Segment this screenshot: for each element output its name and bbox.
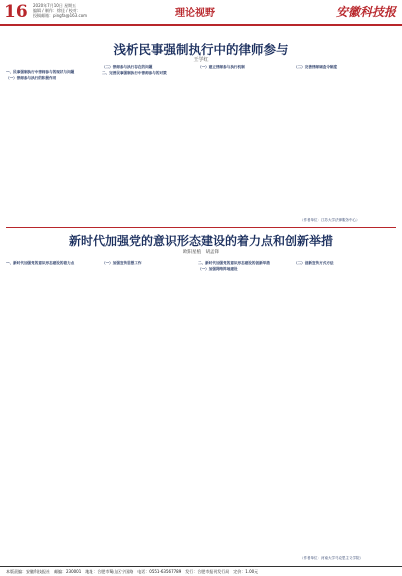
article1-column-4 bbox=[294, 64, 394, 224]
subhead: （二）律师参与执行存在的问题 bbox=[102, 65, 153, 69]
article2-authors: 欧阳星植 胡孟锋 bbox=[183, 250, 219, 255]
newspaper-brand: 安徽科技报 bbox=[335, 5, 396, 19]
subhead: （一）律师参与执行的积极作用 bbox=[6, 76, 57, 81]
subhead: （一）加强宣传思想工作 bbox=[102, 261, 142, 265]
subhead: （一）建立律师参与执行机制 bbox=[198, 65, 245, 69]
subhead: 二、完善民事强制执行中律师参与的对策 bbox=[102, 71, 167, 75]
article2-column-2 bbox=[102, 260, 194, 560]
article1-column-2 bbox=[102, 64, 194, 224]
subhead: （二）完善律师调查令制度 bbox=[294, 65, 338, 69]
article2-column-3 bbox=[198, 260, 290, 560]
article2-column-4 bbox=[294, 260, 394, 560]
article2-column-1 bbox=[6, 260, 98, 560]
subhead: 二、新时代加强党的意识形态建设的创新举措 bbox=[198, 261, 270, 265]
header-date: 2020年7月10日 星期五 bbox=[33, 3, 77, 8]
header-editor: 编辑 / 制作：徐佳 / 校对： bbox=[33, 8, 81, 14]
subhead: （二）创新宣传方式方法 bbox=[294, 261, 334, 265]
page-footer: 本版责编：安徽科技报社 邮编：230001 地址：合肥市蜀山区宁国路 电话：0551-63567789 发行：合肥市报刊发行局 定价：1.00元 bbox=[0, 566, 402, 576]
article2-title: 新时代加强党的意识形态建设的着力点和创新举措 bbox=[68, 234, 333, 248]
header-meta bbox=[33, 3, 87, 19]
page-header bbox=[0, 0, 402, 26]
article-divider bbox=[6, 227, 396, 228]
header-email: 投稿邮箱：pingfa@163.com bbox=[33, 13, 88, 19]
article2-note: （作者单位：河南大学马克思主义学院） bbox=[300, 556, 363, 560]
article1-note: （作者单位：江苏大学法律服务中心） bbox=[300, 218, 360, 222]
article1-title: 浅析民事强制执行中的律师参与 bbox=[113, 42, 289, 57]
subhead: 一、民事强制执行中律师参与的现状与问题 bbox=[6, 70, 75, 75]
section-title: 理论视野 bbox=[175, 8, 215, 19]
page-number: 16 bbox=[4, 2, 28, 22]
article1-author: 王学红 bbox=[193, 57, 209, 63]
subhead: （一）加强网络阵地建设 bbox=[198, 267, 238, 271]
article1-column-3 bbox=[198, 64, 290, 224]
subhead: 一、新时代加强党的意识形态建设的着力点 bbox=[6, 261, 75, 265]
article1-column-1 bbox=[6, 64, 98, 224]
